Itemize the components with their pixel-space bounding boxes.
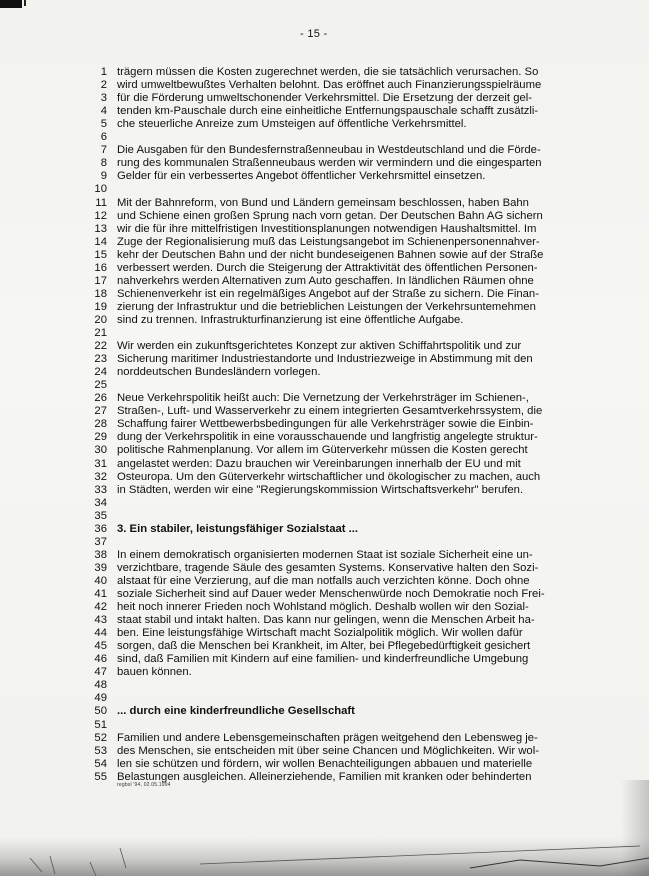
line-number: 50 <box>94 705 107 718</box>
text-line <box>0 575 649 588</box>
text-line <box>0 327 649 340</box>
line-number: 7 <box>100 144 107 157</box>
line-text: politische Rahmenplanung. Vor allem im Güterverkehr müssen die Kosten gerecht <box>117 444 528 457</box>
text-line <box>0 510 649 523</box>
line-text: norddeutschen Bundesländern vorlegen. <box>117 366 321 379</box>
text-line <box>0 157 649 170</box>
text-line <box>0 758 649 771</box>
line-number: 47 <box>94 666 107 679</box>
section-heading-line <box>0 705 649 718</box>
text-line <box>0 197 649 210</box>
line-text: sorgen, daß die Menschen bei Krankheit, im Alter, bei Pflegebedürftigkeit gesichert <box>117 640 531 653</box>
line-text: len sie schützen und fördern, wir wollen Benachteiligungen abbauen und materielle <box>117 757 533 770</box>
line-number: 16 <box>94 261 107 274</box>
text-line <box>0 431 649 444</box>
line-number: 45 <box>94 640 107 653</box>
line-number: 35 <box>94 509 107 522</box>
text-line <box>0 118 649 131</box>
line-text: sind, daß Familien mit Kindern auf eine familien- und kinderfreundliche Umgebung <box>117 653 529 666</box>
line-number: 27 <box>94 405 107 418</box>
line-number: 31 <box>94 457 107 470</box>
line-text: staat stabil und intakt halten. Das kann nur gelingen, wenn die Menschen Arbeit ha- <box>117 614 535 627</box>
text-line <box>0 288 649 301</box>
line-text: angelastet werden: Dazu brauchen wir Vereinbarungen innerhalb der EU und mit <box>117 457 521 470</box>
line-text: Straßen-, Luft- und Wasserverkehr zu einem integrierten Gesamtverkehrssystem, die <box>117 405 543 418</box>
text-line <box>0 249 649 262</box>
section-heading: 3. Ein stabiler, leistungsfähiger Sozialstaat ... <box>117 522 359 535</box>
text-line <box>0 614 649 627</box>
line-text: alstaat für eine Verzierung, auf die man notfalls auch verzichten könne. Doch ohne <box>117 574 530 587</box>
text-line <box>0 588 649 601</box>
text-line <box>0 484 649 497</box>
line-text: Belastungen ausgleichen. Alleinerziehende, Familien mit kranken oder behinderten <box>117 770 532 783</box>
line-number: 34 <box>94 496 107 509</box>
text-line <box>0 92 649 105</box>
text-line <box>0 405 649 418</box>
line-number: 49 <box>94 692 107 705</box>
line-number: 29 <box>94 431 107 444</box>
line-text: Mit der Bahnreform, von Bund und Ländern gemeinsam beschlossen, haben Bahn <box>117 196 529 209</box>
line-text: rung des kommunalen Straßenneubaus werden wir vermindern und die eingesparten <box>117 157 542 170</box>
line-number: 19 <box>94 300 107 313</box>
line-number: 44 <box>94 627 107 640</box>
line-number: 33 <box>94 483 107 496</box>
line-number: 25 <box>94 379 107 392</box>
line-number: 1 <box>100 66 107 78</box>
line-number: 5 <box>100 118 107 131</box>
line-text: dung der Verkehrspolitik in eine vorausschauende und langfristig angelegte struktur- <box>117 431 538 444</box>
line-number: 32 <box>94 470 107 483</box>
line-number: 2 <box>100 79 107 92</box>
line-text: Gelder für ein verbessertes Angebot öffentlicher Verkehrsmittel einsetzen. <box>117 170 486 183</box>
text-line <box>0 379 649 392</box>
text-line <box>0 144 649 157</box>
text-line <box>0 601 649 614</box>
line-number: 13 <box>94 222 107 235</box>
line-text: bauen können. <box>117 666 192 679</box>
text-line <box>0 536 649 549</box>
line-number: 4 <box>100 105 107 118</box>
text-line <box>0 418 649 431</box>
text-line <box>0 275 649 288</box>
line-text: ben. Eine leistungsfähige Wirtschaft macht Sozialpolitik möglich. Wir wollen dafür <box>117 627 523 640</box>
line-number: 23 <box>94 353 107 366</box>
line-number: 26 <box>94 392 107 405</box>
line-number: 42 <box>94 601 107 614</box>
line-text: Neue Verkehrspolitik heißt auch: Die Vernetzung der Verkehrsträger im Schienen-, <box>117 392 529 405</box>
line-number: 54 <box>94 757 107 770</box>
text-line <box>0 471 649 484</box>
text-line <box>0 692 649 705</box>
line-text: trägern müssen die Kosten zugerechnet werden, die sie tatsächlich verursachen. So <box>117 66 539 78</box>
line-number: 21 <box>94 327 107 339</box>
line-text: kehr der Deutschen Bahn und der nicht bundeseigenen Bahnen sowie auf der Straße <box>117 248 544 261</box>
line-text: und Schiene einen großen Sprung nach vorn getan. Der Deutschen Bahn AG sichern <box>117 209 543 222</box>
line-number: 24 <box>94 366 107 379</box>
text-line <box>0 262 649 275</box>
text-line <box>0 314 649 327</box>
text-line <box>0 353 649 366</box>
section-heading-line <box>0 523 649 536</box>
line-number: 3 <box>100 92 107 105</box>
line-number: 40 <box>94 574 107 587</box>
text-line <box>0 66 649 79</box>
footer-note: regbsl '94, 02.05.1994 <box>117 782 171 788</box>
text-line <box>0 131 649 144</box>
line-text: des Menschen, sie entscheiden mit über seine Chancen und Möglichkeiten. Wir wol- <box>117 744 539 757</box>
line-text: che steuerliche Anreize zum Umsteigen auf öffentliche Verkehrsmittel. <box>117 118 467 131</box>
line-text: für die Förderung umweltschonender Verkehrsmittel. Die Ersetzung der derzeit gel- <box>117 92 533 105</box>
line-number: 55 <box>94 770 107 783</box>
line-number: 9 <box>100 170 107 183</box>
text-line <box>0 79 649 92</box>
text-line <box>0 340 649 353</box>
line-text: Schaffung fairer Wettbewerbsbedingungen für alle Verkehrsträger sowie die Einbin- <box>117 418 534 431</box>
text-line <box>0 183 649 196</box>
text-line <box>0 653 649 666</box>
line-text: heit noch innerer Frieden noch Wohlstand möglich. Deshalb wollen wir den Sozial- <box>117 601 529 614</box>
text-line <box>0 105 649 118</box>
line-number: 48 <box>94 679 107 692</box>
text-line <box>0 497 649 510</box>
line-text: Schienenverkehr ist ein regelmäßiges Angebot auf der Straße zu sichern. Die Finan- <box>117 287 539 300</box>
text-line <box>0 210 649 223</box>
text-line <box>0 444 649 457</box>
line-number: 46 <box>94 653 107 666</box>
line-number: 8 <box>100 157 107 170</box>
line-number: 17 <box>94 274 107 287</box>
scan-corner-tick <box>24 0 26 6</box>
line-number: 37 <box>94 535 107 548</box>
line-number: 51 <box>94 718 107 731</box>
line-text: verzichtbare, tragende Säule des gesamten Systems. Konservative halten den Sozi- <box>117 561 539 574</box>
line-text: in Städten, werden wir eine "Regierungskommission Wirtschaftsverkehr" berufen. <box>117 483 524 496</box>
line-text: Die Ausgaben für den Bundesfernstraßenneubau in Westdeutschland und die Förde- <box>117 144 541 157</box>
text-line <box>0 236 649 249</box>
line-number: 41 <box>94 588 107 600</box>
line-number: 11 <box>95 196 107 209</box>
line-text: Zuge der Regionalisierung muß das Leistungsangebot im Schienenpersonennahver- <box>117 235 540 248</box>
text-line <box>0 366 649 379</box>
text-line <box>0 679 649 692</box>
text-line <box>0 170 649 183</box>
text-line <box>0 732 649 745</box>
line-number: 22 <box>94 340 107 353</box>
line-number: 43 <box>94 614 107 627</box>
scan-edge-scratches <box>0 838 649 876</box>
line-text: tenden km-Pauschale durch eine einheitliche Entfernungspauschale schafft zusätzli- <box>117 105 539 118</box>
text-line <box>0 666 649 679</box>
line-text: Sicherung maritimer Industriestandorte und Industriezweige in Abstimmung mit den <box>117 353 533 366</box>
line-number: 30 <box>94 444 107 457</box>
line-text: zierung der Infrastruktur und die betrieblichen Leistungen der Verkehrsuntemehmen <box>117 300 536 313</box>
section-heading: ... durch eine kinderfreundliche Gesellschaft <box>117 705 355 718</box>
line-number: 15 <box>94 248 107 261</box>
text-line <box>0 562 649 575</box>
text-line <box>0 719 649 732</box>
text-line <box>0 549 649 562</box>
line-text: Wir werden ein zukunftsgerichtetes Konzept zur aktiven Schiffahrtspolitik und zur <box>117 340 522 353</box>
line-number: 28 <box>94 418 107 431</box>
line-text: Osteuropa. Um den Güterverkehr wirtschaftlicher und ökologischer zu machen, auch <box>117 470 541 483</box>
page-number: - 15 - <box>300 28 328 40</box>
line-number: 53 <box>94 744 107 757</box>
line-text: Familien und andere Lebensgemeinschaften prägen weitgehend den Lebensweg je- <box>117 731 538 744</box>
scan-corner-mark <box>0 0 22 8</box>
line-number: 6 <box>100 131 107 144</box>
line-text: wir die für ihre mittelfristigen Investitionsplanungen notwendigen Haushaltsmittel. Im <box>117 222 537 235</box>
text-line <box>0 301 649 314</box>
line-text: In einem demokratisch organisierten modernen Staat ist soziale Sicherheit eine un- <box>117 548 533 561</box>
scan-bottom-edge <box>0 838 649 876</box>
line-number: 18 <box>94 287 107 300</box>
line-text: wird umweltbewußtes Verhalten belohnt. Das eröffnet auch Finanzierungsspielräume <box>117 79 542 92</box>
text-line <box>0 458 649 471</box>
line-text: verbessert werden. Durch die Steigerung der Attraktivität des öffentlichen Personen- <box>117 261 538 274</box>
line-number: 38 <box>94 548 107 561</box>
line-number: 36 <box>94 522 107 535</box>
line-number: 10 <box>94 183 107 196</box>
line-text: soziale Sicherheit sind auf Dauer weder Menschenwürde noch Demokratie noch Frei- <box>117 588 545 600</box>
text-line <box>0 640 649 653</box>
line-number: 39 <box>94 561 107 574</box>
text-line <box>0 771 649 784</box>
line-number: 12 <box>94 209 107 222</box>
line-number: 20 <box>94 313 107 326</box>
line-text: nahverkehrs werden Alternativen zum Auto geschaffen. In ländlichen Räumen ohne <box>117 274 534 287</box>
line-text: sind zu trennen. Infrastrukturfinanzierung ist eine öffentliche Aufgabe. <box>117 313 464 326</box>
text-line <box>0 223 649 236</box>
text-line <box>0 745 649 758</box>
line-number: 14 <box>94 235 107 248</box>
text-line <box>0 627 649 640</box>
text-line <box>0 392 649 405</box>
line-number: 52 <box>94 731 107 744</box>
